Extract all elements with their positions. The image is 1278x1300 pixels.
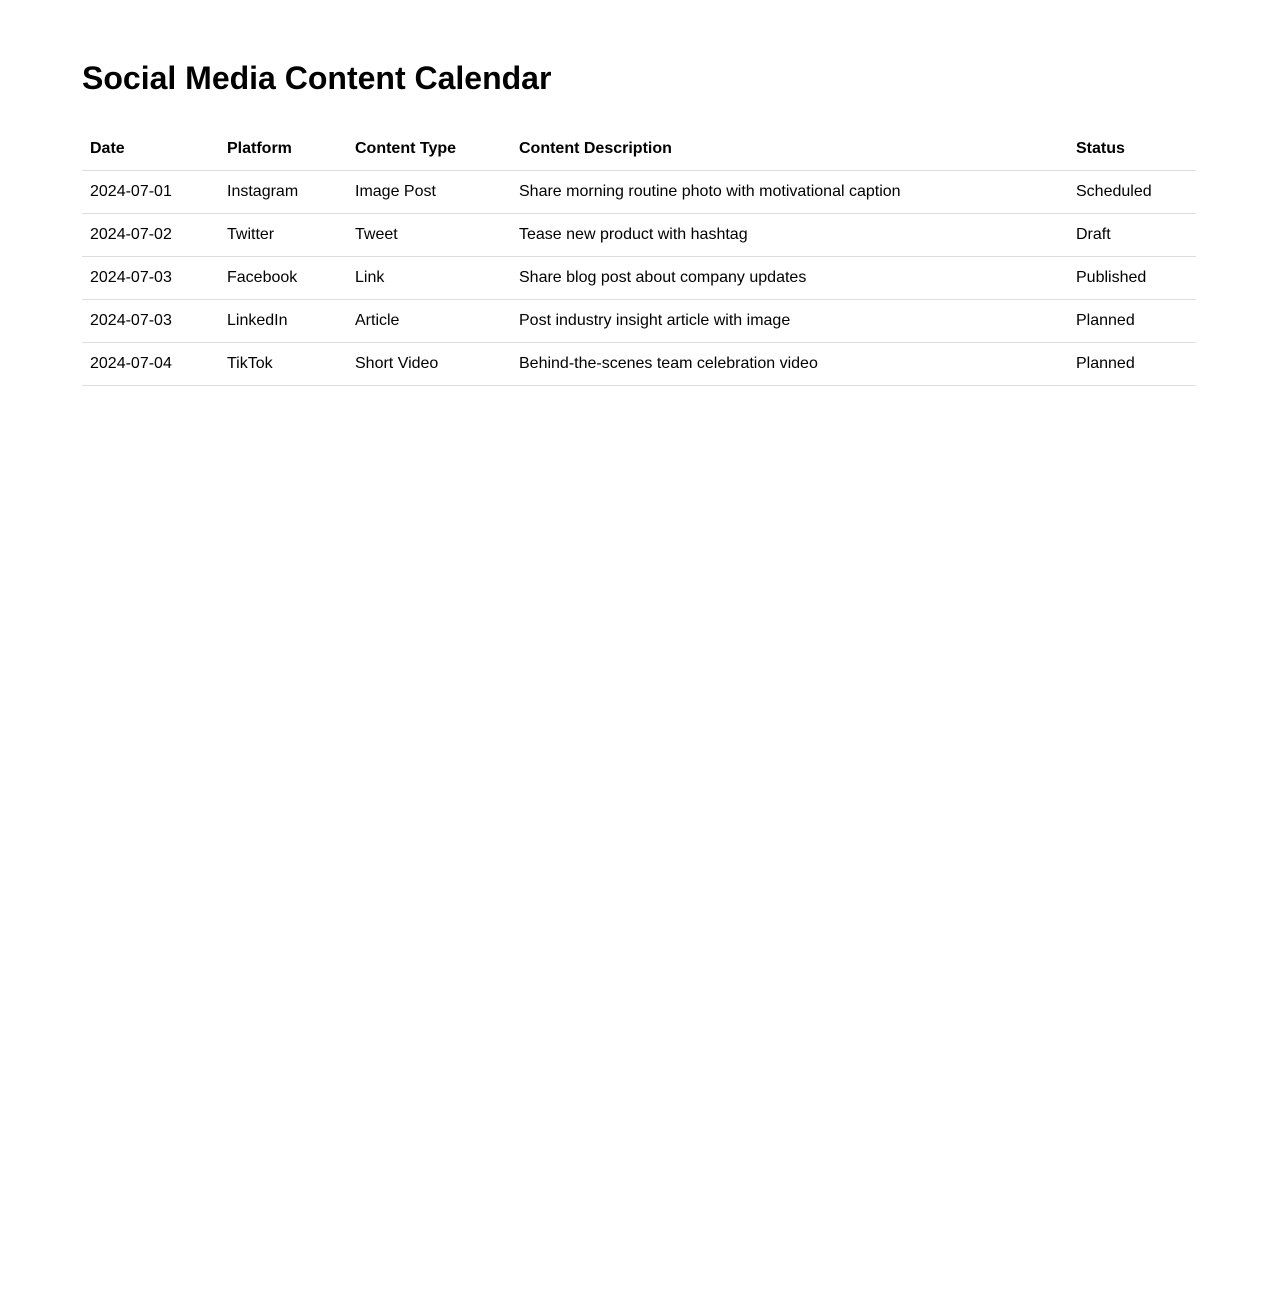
cell-status: Published	[1068, 257, 1196, 300]
page-container	[0, 0, 1278, 386]
cell-content-type: Tweet	[347, 214, 511, 257]
cell-content-type: Article	[347, 300, 511, 343]
table-row	[82, 171, 1196, 214]
cell-content-description: Tease new product with hashtag	[511, 214, 1068, 257]
table-header-row	[82, 128, 1196, 171]
cell-date: 2024-07-02	[82, 214, 219, 257]
cell-content-description: Share blog post about company updates	[511, 257, 1068, 300]
cell-platform: TikTok	[219, 343, 347, 386]
cell-platform: LinkedIn	[219, 300, 347, 343]
cell-platform: Twitter	[219, 214, 347, 257]
table-row	[82, 214, 1196, 257]
cell-content-description: Post industry insight article with image	[511, 300, 1068, 343]
cell-content-description: Behind-the-scenes team celebration video	[511, 343, 1068, 386]
header-content-description: Content Description	[511, 128, 1068, 171]
header-date: Date	[82, 128, 219, 171]
cell-status: Draft	[1068, 214, 1196, 257]
cell-content-description: Share morning routine photo with motivational caption	[511, 171, 1068, 214]
table-row	[82, 257, 1196, 300]
cell-content-type: Link	[347, 257, 511, 300]
content-calendar-table	[82, 128, 1196, 386]
cell-platform: Facebook	[219, 257, 347, 300]
header-platform: Platform	[219, 128, 347, 171]
cell-date: 2024-07-03	[82, 257, 219, 300]
cell-platform: Instagram	[219, 171, 347, 214]
header-status: Status	[1068, 128, 1196, 171]
header-content-type: Content Type	[347, 128, 511, 171]
table-row	[82, 300, 1196, 343]
table-row	[82, 343, 1196, 386]
cell-status: Scheduled	[1068, 171, 1196, 214]
cell-status: Planned	[1068, 300, 1196, 343]
cell-content-type: Short Video	[347, 343, 511, 386]
cell-status: Planned	[1068, 343, 1196, 386]
page-title: Social Media Content Calendar	[82, 60, 552, 96]
cell-content-type: Image Post	[347, 171, 511, 214]
cell-date: 2024-07-01	[82, 171, 219, 214]
cell-date: 2024-07-03	[82, 300, 219, 343]
cell-date: 2024-07-04	[82, 343, 219, 386]
